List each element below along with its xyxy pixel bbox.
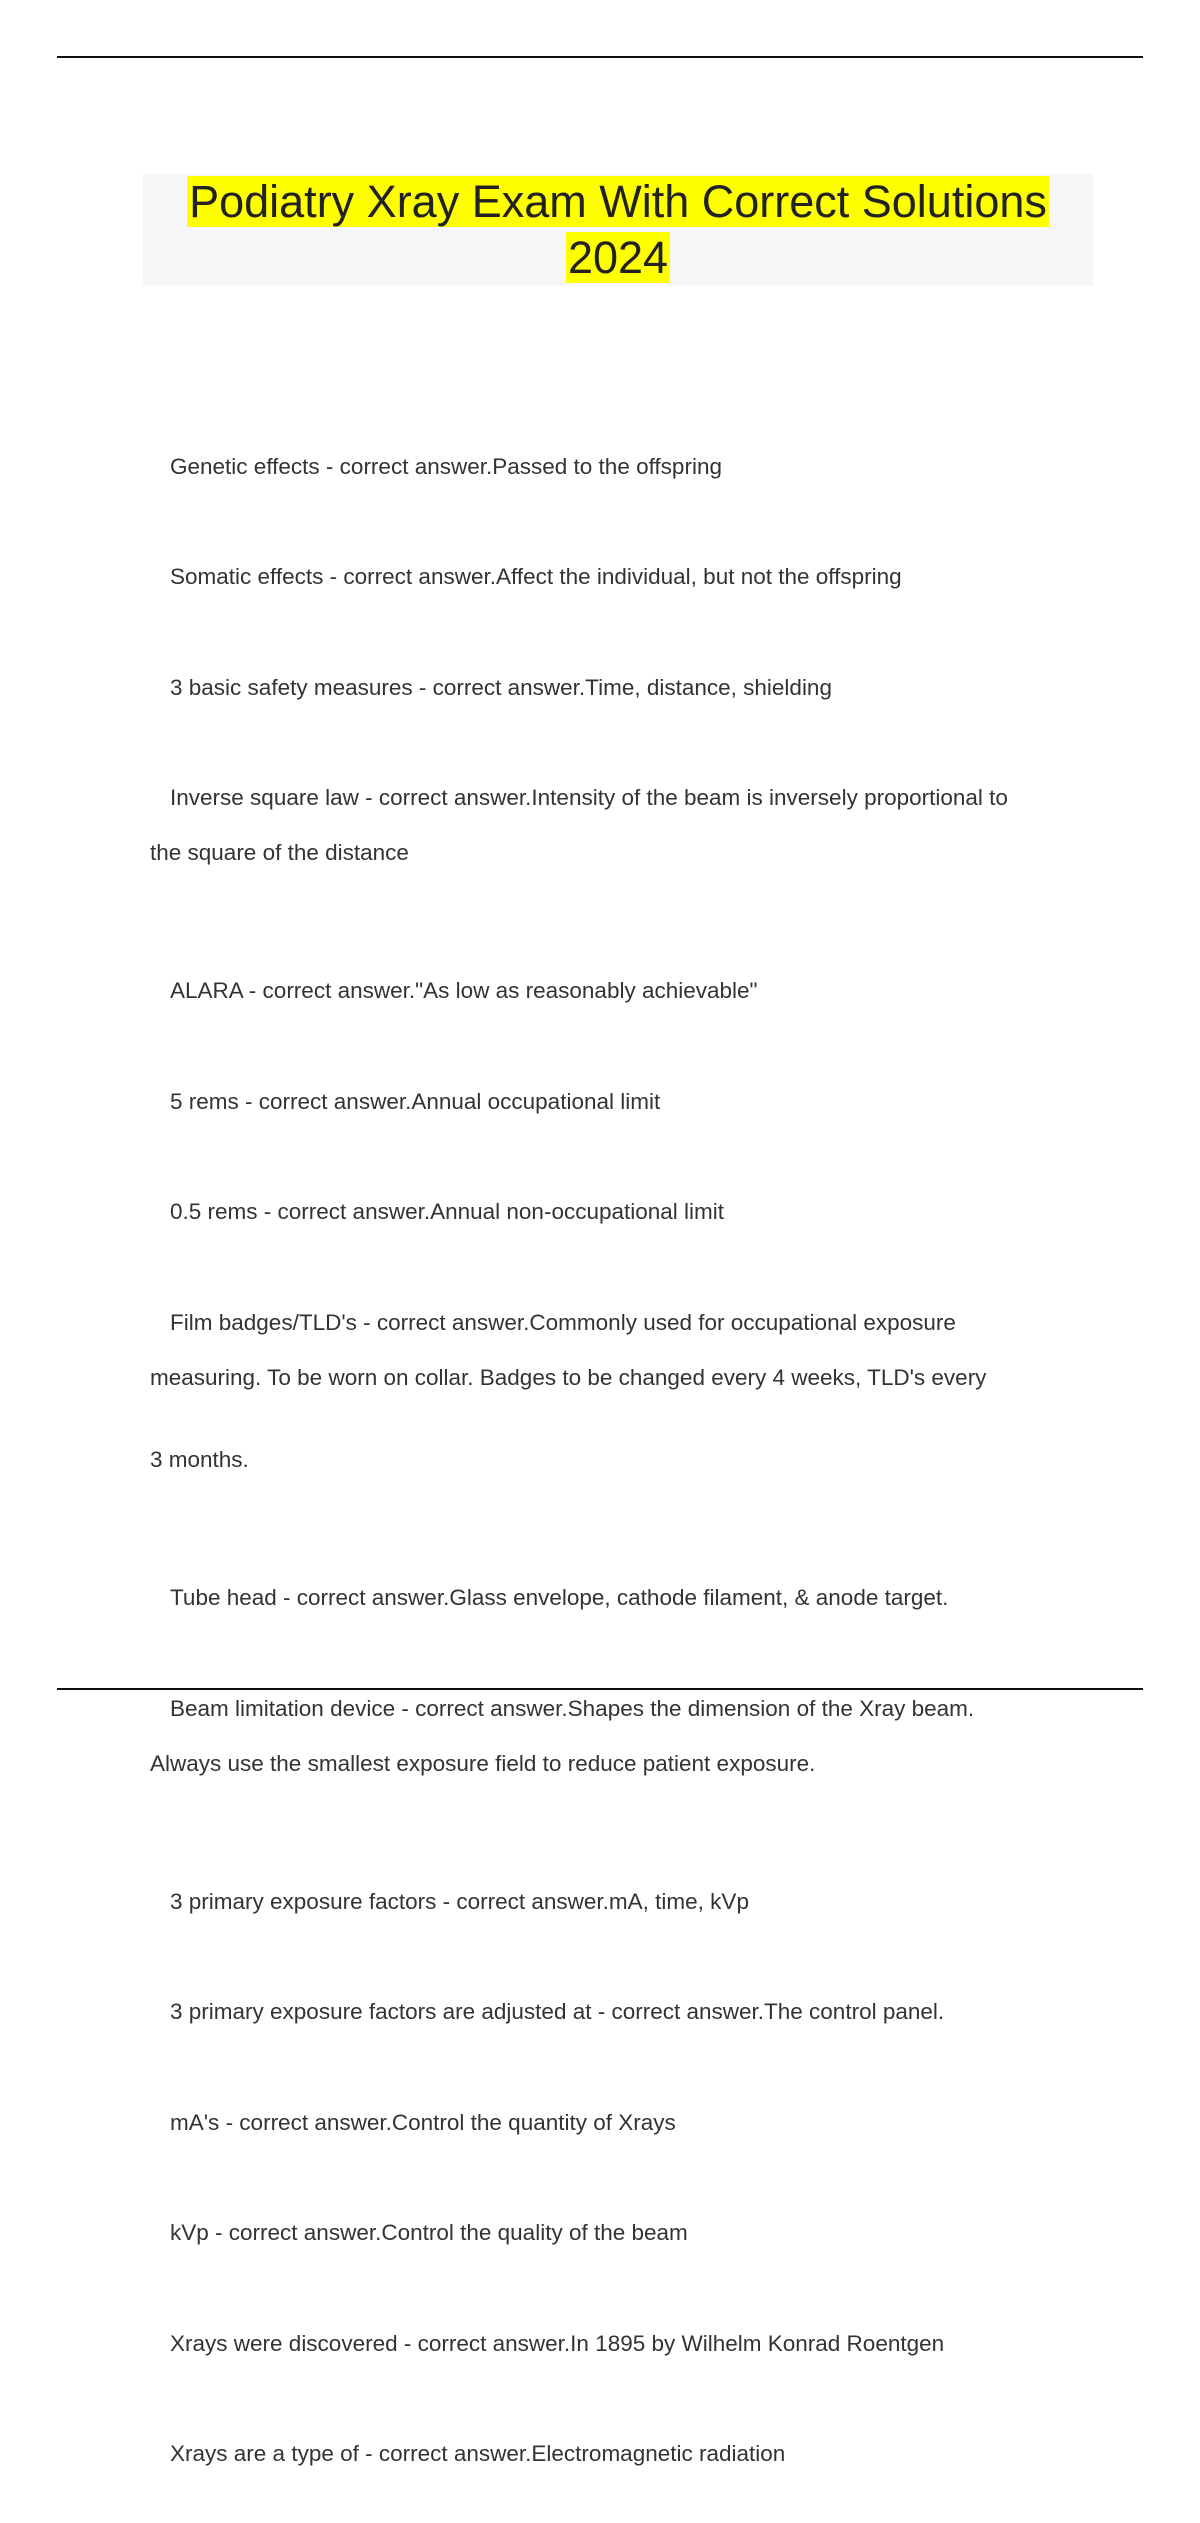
qa-list xyxy=(145,425,1085,2523)
list-item xyxy=(145,1171,1085,1254)
qa-text-line: 3 basic safety measures - correct answer.Time, distance, shielding xyxy=(170,674,832,700)
list-item xyxy=(145,2081,1085,2164)
page-title xyxy=(143,174,1093,286)
qa-text-line: the square of the distance xyxy=(150,840,409,865)
qa-text-line: 3 months. xyxy=(150,1447,249,1472)
qa-text-line: Xrays are a type of - correct answer.Electromagnetic radiation xyxy=(170,2441,786,2466)
list-item xyxy=(145,1667,1085,1832)
qa-text-line: Xrays were discovered - correct answer.In 1895 by Wilhelm Konrad Roentgen xyxy=(170,2330,945,2356)
title-line-1: Podiatry Xray Exam With Correct Solutions xyxy=(189,176,1047,227)
list-item xyxy=(145,425,1085,508)
qa-text-line: measuring. To be worn on collar. Badges to be changed every 4 weeks, TLD's every xyxy=(150,1364,987,1390)
qa-text-line: 5 rems - correct answer.Annual occupational limit xyxy=(170,1088,661,1114)
qa-text-line: Tube head - correct answer.Glass envelope, cathode filament, & anode target. xyxy=(170,1585,949,1610)
qa-text-line: mA's - correct answer.Control the quantity of Xrays xyxy=(170,2109,676,2135)
list-item xyxy=(145,2413,1085,2496)
list-item xyxy=(145,950,1085,1033)
qa-text-line: kVp - correct answer.Control the quality of the beam xyxy=(170,2220,688,2245)
list-item xyxy=(145,2302,1085,2385)
qa-text-line: 3 primary exposure factors are adjusted at - correct answer.The control panel. xyxy=(170,1999,945,2024)
list-item xyxy=(145,2192,1085,2275)
title-block xyxy=(143,174,1093,286)
title-line-2: 2024 xyxy=(567,232,669,283)
list-item xyxy=(145,646,1085,729)
qa-text-line: ALARA - correct answer."As low as reasonably achievable" xyxy=(170,978,758,1003)
footer-rule xyxy=(57,1688,1143,1690)
qa-text-line: 3 primary exposure factors - correct answer.mA, time, kVp xyxy=(170,1888,749,1914)
qa-text-line: Somatic effects - correct answer.Affect the individual, but not the offspring xyxy=(170,564,902,589)
qa-text-line: Genetic effects - correct answer.Passed to the offspring xyxy=(170,453,722,479)
qa-text-line: 0.5 rems - correct answer.Annual non-occupational limit xyxy=(170,1199,725,1224)
qa-text-line: Inverse square law - correct answer.Intensity of the beam is inversely proportional to xyxy=(170,785,1008,810)
header-rule xyxy=(57,56,1143,58)
list-item xyxy=(145,1860,1085,1943)
qa-text-line: Beam limitation device - correct answer.Shapes the dimension of the Xray beam. xyxy=(170,1695,975,1721)
list-item xyxy=(145,536,1085,619)
list-item xyxy=(145,1971,1085,2054)
qa-text-line: Film badges/TLD's - correct answer.Commonly used for occupational exposure xyxy=(170,1309,956,1335)
list-item xyxy=(145,1557,1085,1640)
list-item xyxy=(145,1060,1085,1143)
list-item xyxy=(145,1281,1085,1529)
qa-text-line: Always use the smallest exposure field to reduce patient exposure. xyxy=(150,1750,816,1776)
list-item xyxy=(145,757,1085,922)
